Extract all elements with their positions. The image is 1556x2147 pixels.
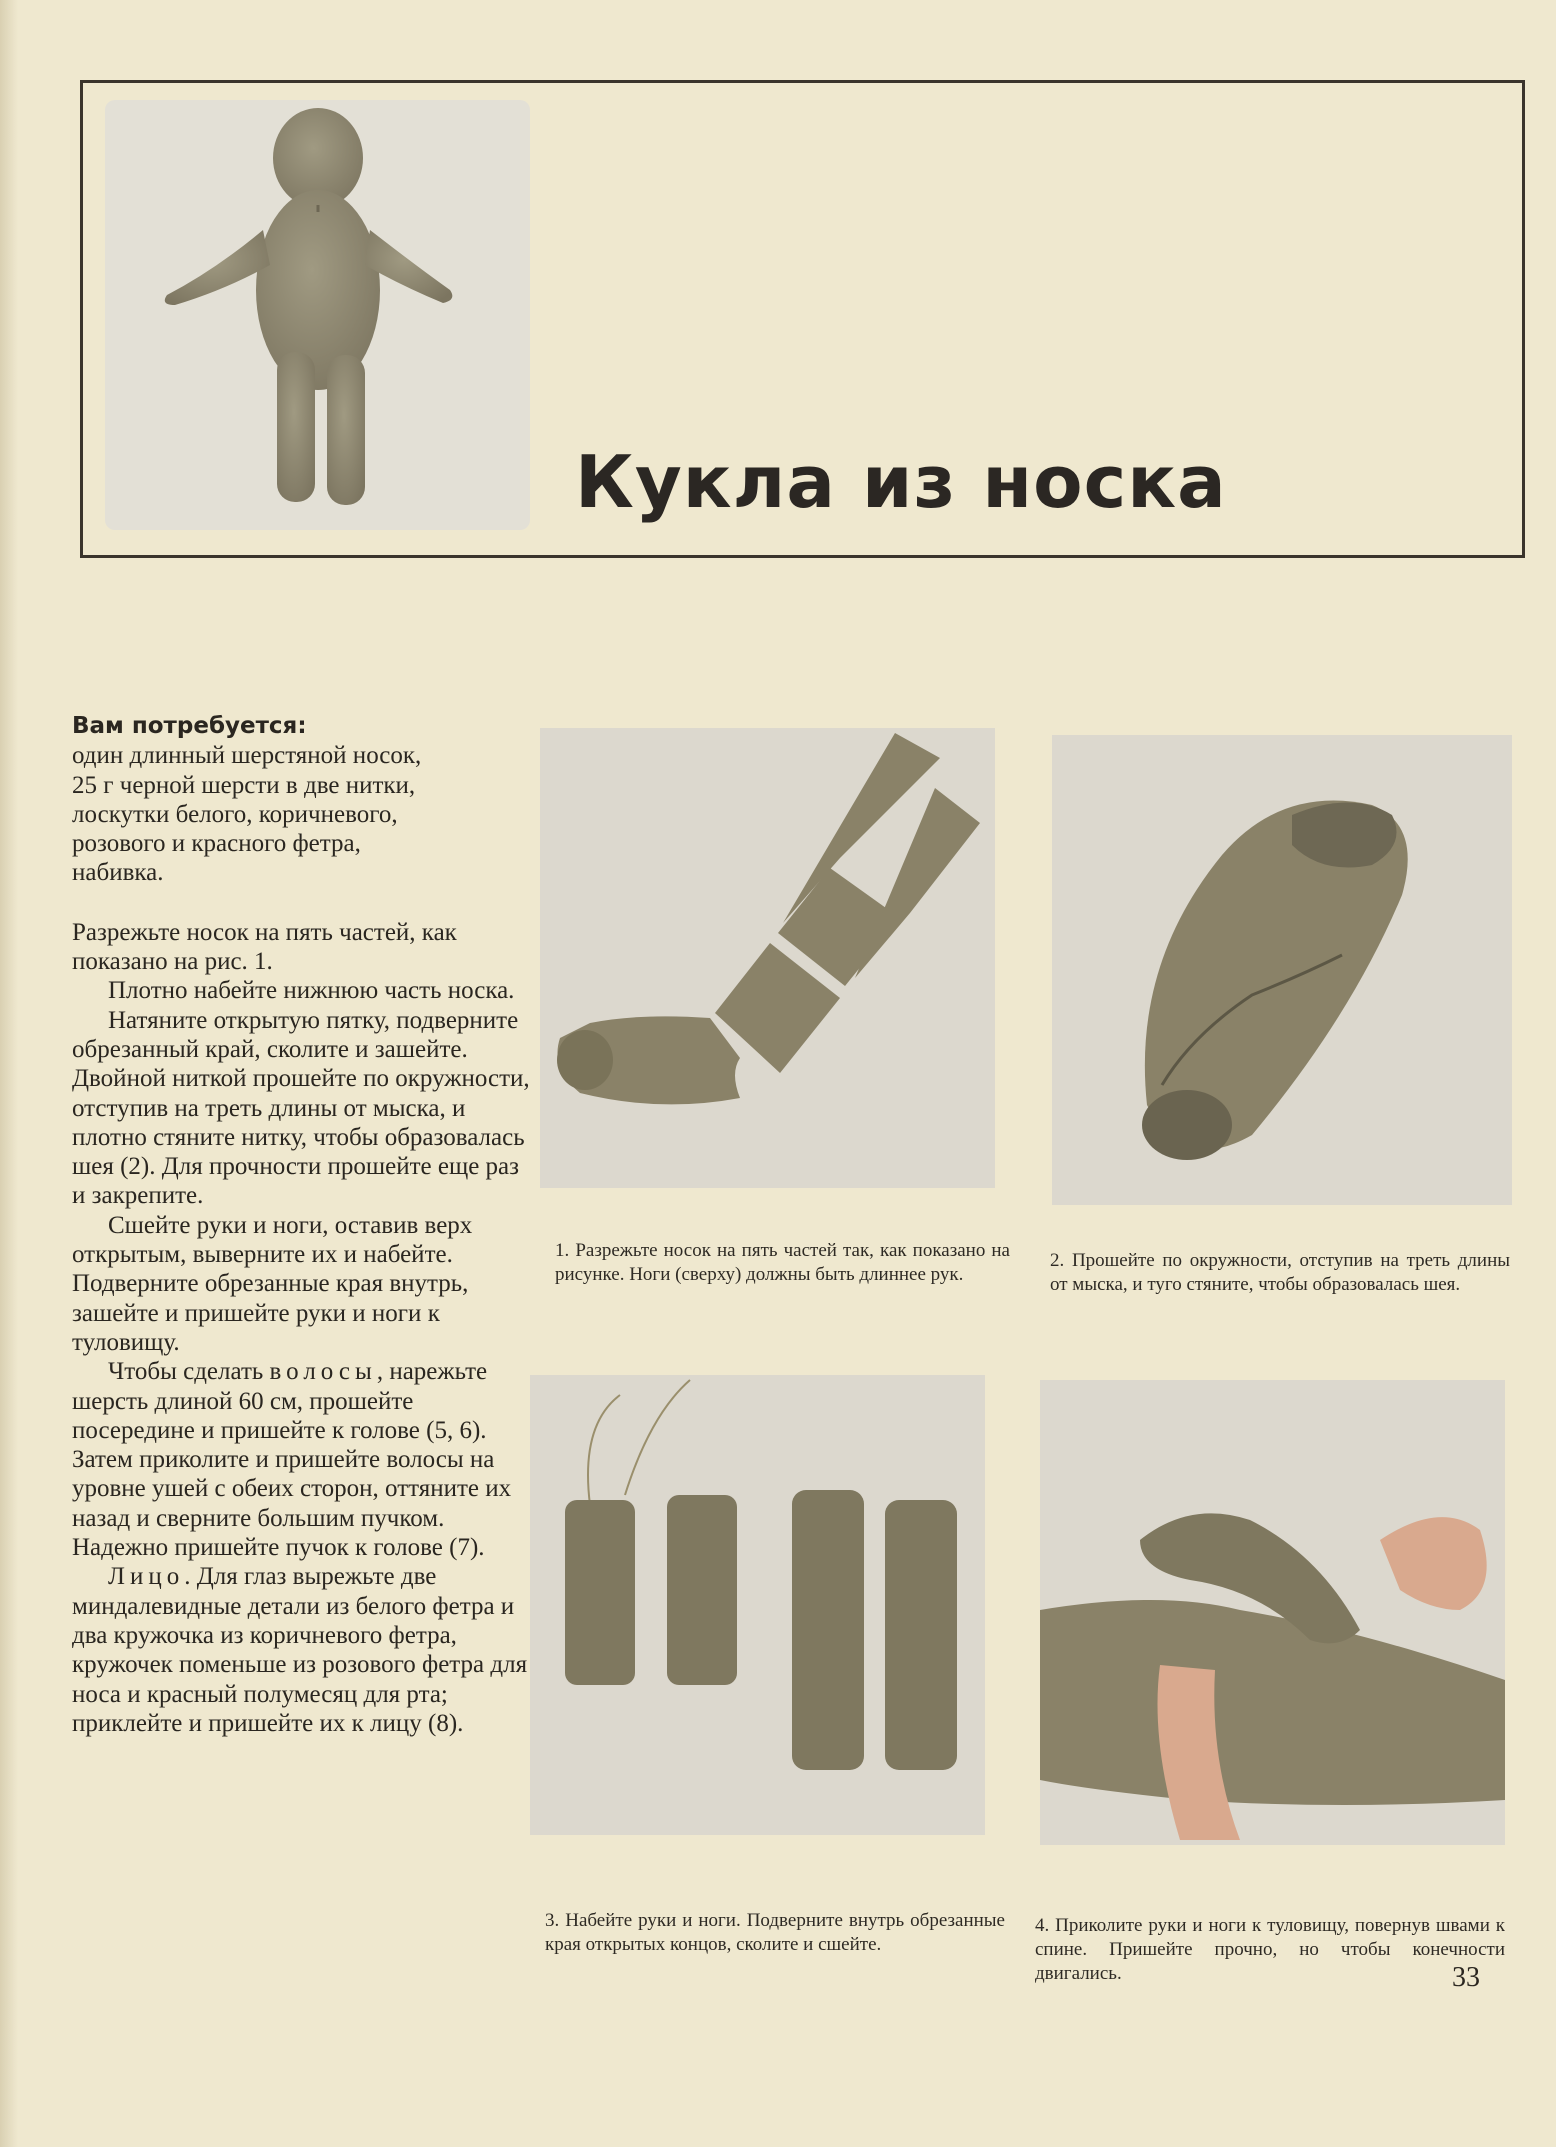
hair-text: , нарежьте шерсть длиной 60 см, прошейте посередине и пришейте к голове (5, 6). Затем приколите и пришейте волосы на уровне ушей с обеих сторон, оттяните их назад и сверните большим пучком. Надежно пришейте пучок к голове (7).: [72, 1358, 512, 1562]
page-number: 33: [1452, 1962, 1480, 1993]
step-3-caption: 3. Набейте руки и ноги. Подверните внутрь обрезанные края открытых концов, сколите и сшейте.: [545, 1910, 1005, 1955]
step-1-caption: 1. Разрежьте носок на пять частей так, как показано на рисунке. Ноги (сверху) должны быть длиннее рук.: [555, 1240, 1010, 1285]
step-2-caption: 2. Прошейте по окружности, отступив на треть длины от мыска, и туго стяните, чтобы образовалась шея.: [1050, 1250, 1510, 1295]
doll-photo: [105, 100, 530, 530]
requirement-line: розового и красного фетра,: [72, 830, 361, 858]
face-text: . Для глаз вырежьте две миндалевидные детали из белого фетра и два кружочка из коричневого фетра, кружочек поменьше из розового фетра для носа и красный полумесяц для рта; приклейте и пришейте их к лицу (8).: [72, 1563, 528, 1737]
requirements-label: Вам потребуется:: [72, 713, 307, 739]
step-3-photo: [530, 1375, 985, 1835]
step-4-photo: [1040, 1380, 1505, 1845]
instruction-paragraph: Натяните открытую пятку, подверните обрезанный край, сколите и зашейте. Двойной ниткой прошейте по окружности, отступив на треть длины от мыска, и плотно стяните нитку, чтобы образовалась шея (2). Для прочности прошейте еще раз и закрепите.: [72, 1006, 530, 1210]
step-1-photo: [540, 728, 995, 1188]
step-4-caption: 4. Приколите руки и ноги к туловищу, повернув швами к спине. Пришейте прочно, но чтобы конечности двигались.: [1035, 1915, 1505, 1984]
hair-paragraph: [72, 1357, 532, 1562]
requirement-line: лоскутки белого, коричневого,: [72, 800, 398, 828]
face-paragraph: [72, 1562, 532, 1738]
page-edge: [0, 0, 18, 2147]
instruction-paragraph: Сшейте руки и ноги, оставив верх открытым, выверните их и набейте. Подверните обрезанные края внутрь, зашейте и пришейте руки и ноги к туловищу.: [72, 1211, 473, 1356]
instruction-paragraph: Плотно набейте нижнюю часть носка.: [108, 977, 515, 1005]
instructions-column: [72, 712, 532, 1738]
face-keyword: Лицо: [108, 1563, 185, 1591]
hair-intro: Чтобы сделать: [108, 1358, 270, 1386]
instruction-paragraph: Разрежьте носок на пять частей, как показано на рис. 1.: [72, 918, 457, 976]
page-title: Кукла из носка: [575, 440, 1227, 524]
requirement-line: набивка.: [72, 859, 164, 887]
step-2-photo: [1052, 735, 1512, 1205]
hair-keyword: волосы: [269, 1358, 377, 1386]
requirement-line: 25 г черной шерсти в две нитки,: [72, 771, 416, 799]
requirement-line: один длинный шерстяной носок,: [72, 742, 422, 770]
